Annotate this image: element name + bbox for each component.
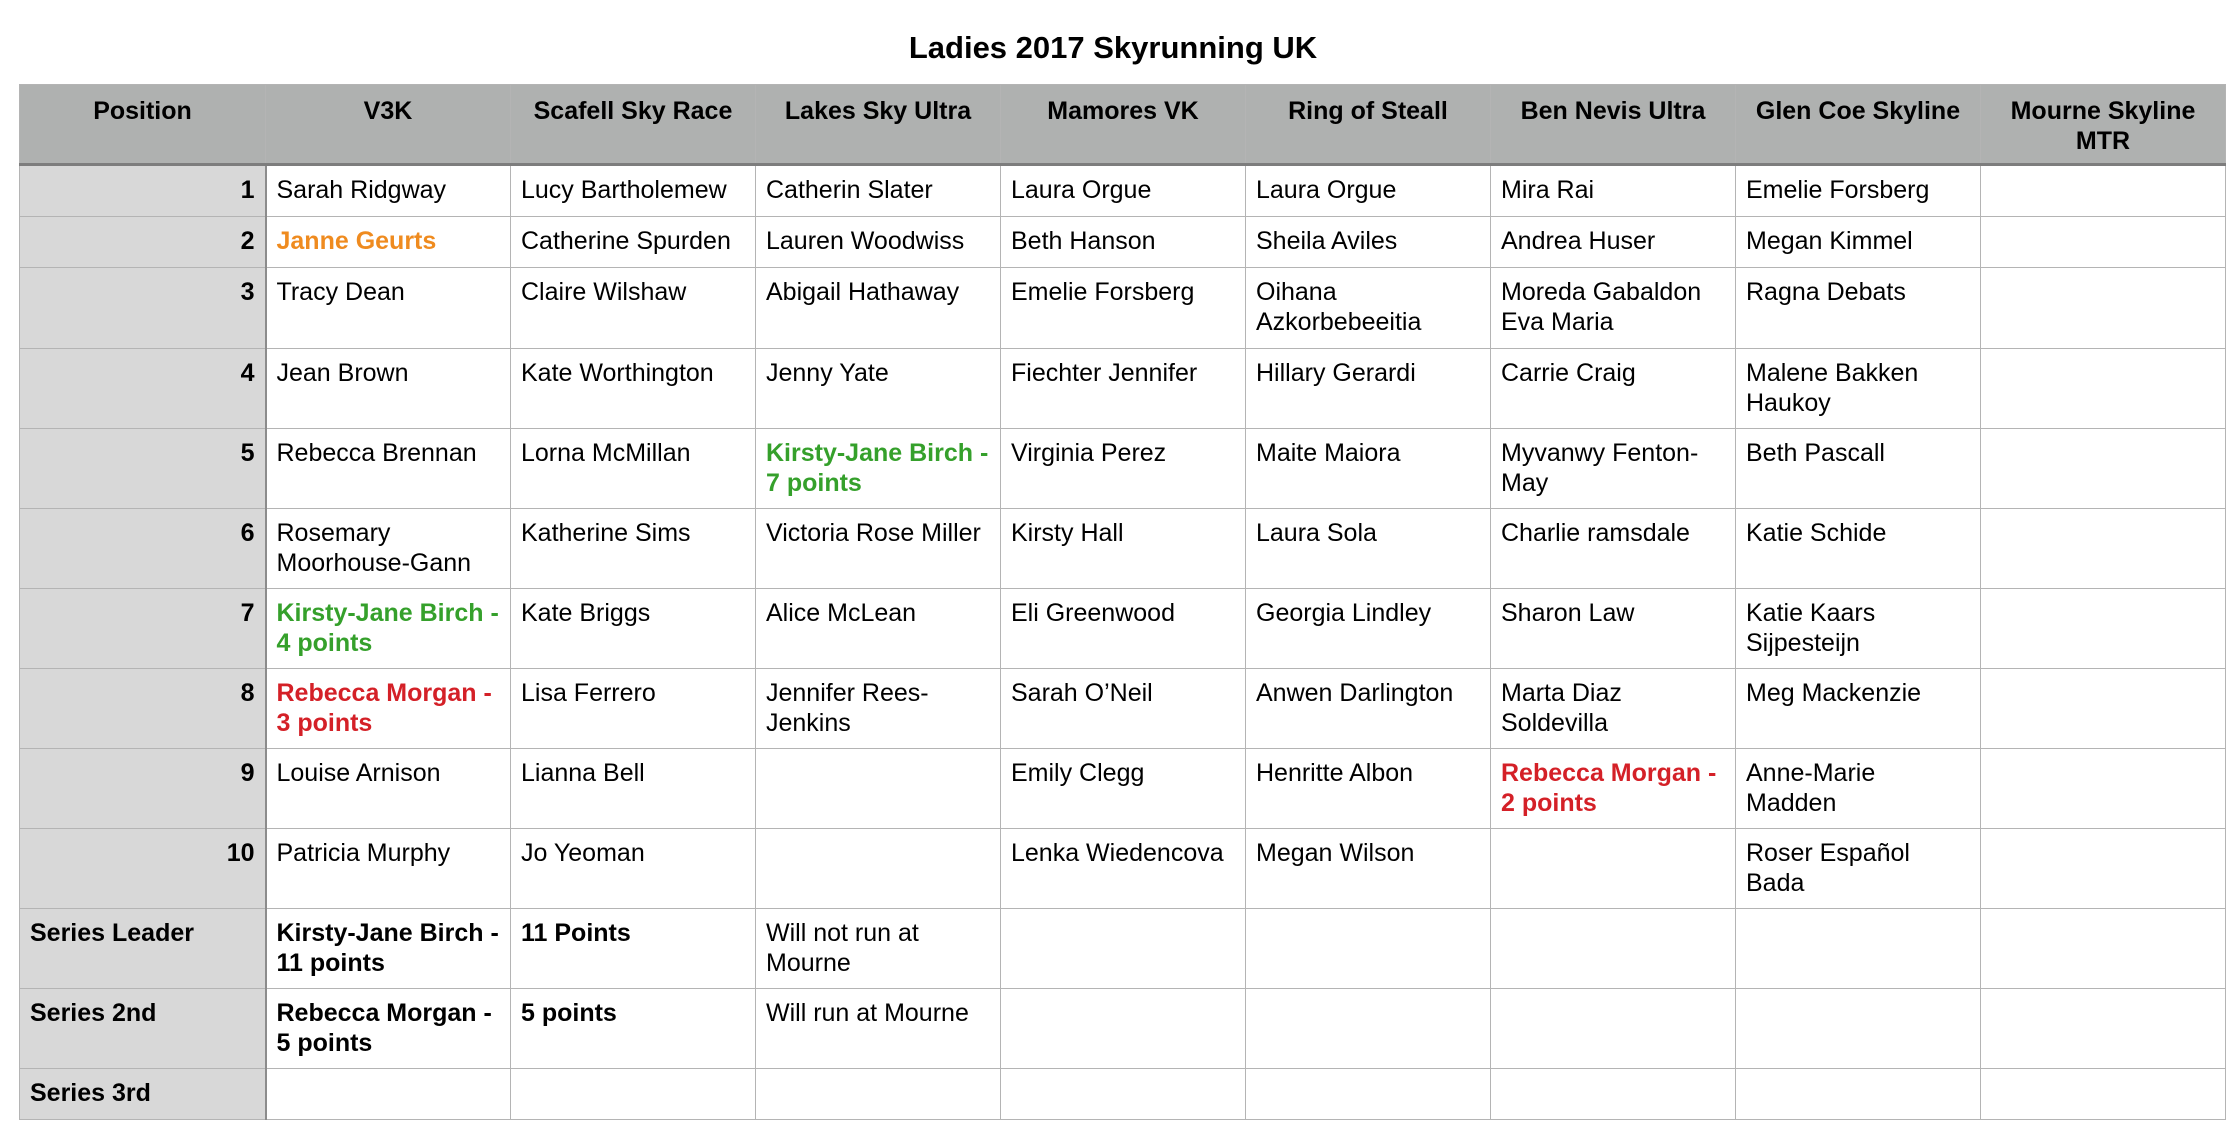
table-cell: Eli Greenwood: [1001, 589, 1246, 669]
table-cell: Kirsty-Jane Birch - 7 points: [756, 429, 1001, 509]
table-cell: Jennifer Rees-Jenkins: [756, 669, 1001, 749]
table-cell: [1981, 509, 2226, 589]
table-cell: Beth Hanson: [1001, 217, 1246, 268]
table-row: [20, 429, 2226, 509]
table-cell: Claire Wilshaw: [511, 268, 756, 349]
table-cell: Tracy Dean: [266, 268, 511, 349]
table-cell: Beth Pascall: [1736, 429, 1981, 509]
table-cell: Anwen Darlington: [1246, 669, 1491, 749]
table-cell: [1491, 909, 1736, 989]
position-cell: 1: [20, 165, 266, 217]
table-row: [20, 829, 2226, 909]
table-cell: [1981, 268, 2226, 349]
position-cell: 2: [20, 217, 266, 268]
table-cell: Virginia Perez: [1001, 429, 1246, 509]
table-cell: [1736, 909, 1981, 989]
table-cell: [1981, 829, 2226, 909]
table-cell: Alice McLean: [756, 589, 1001, 669]
table-cell: Kate Briggs: [511, 589, 756, 669]
column-header-glen-coe-skyline: Glen Coe Skyline: [1736, 85, 1981, 165]
table-row: [20, 217, 2226, 268]
table-cell: Lucy Bartholemew: [511, 165, 756, 217]
table-cell: [756, 829, 1001, 909]
table-row: [20, 509, 2226, 589]
table-cell: Anne-Marie Madden: [1736, 749, 1981, 829]
position-cell: 8: [20, 669, 266, 749]
table-cell: Ragna Debats: [1736, 268, 1981, 349]
table-cell: Andrea Huser: [1491, 217, 1736, 268]
column-header-position: Position: [20, 85, 266, 165]
position-cell: 5: [20, 429, 266, 509]
table-cell: [1246, 989, 1491, 1069]
table-cell: Lorna McMillan: [511, 429, 756, 509]
table-cell: Katie Schide: [1736, 509, 1981, 589]
results-table: [19, 84, 2226, 1120]
table-row: [20, 909, 2226, 989]
table-row: [20, 749, 2226, 829]
table-cell: Emily Clegg: [1001, 749, 1246, 829]
table-cell: Rebecca Morgan - 3 points: [266, 669, 511, 749]
table-cell: Lenka Wiedencova: [1001, 829, 1246, 909]
table-cell: Will not run at Mourne: [756, 909, 1001, 989]
table-cell: Sharon Law: [1491, 589, 1736, 669]
table-cell: Megan Kimmel: [1736, 217, 1981, 268]
table-cell: [1491, 829, 1736, 909]
table-cell: [1981, 989, 2226, 1069]
column-header-ring-of-steall: Ring of Steall: [1246, 85, 1491, 165]
table-cell: [1001, 1069, 1246, 1120]
column-header-v3k: V3K: [266, 85, 511, 165]
table-cell: Sarah Ridgway: [266, 165, 511, 217]
position-cell: 3: [20, 268, 266, 349]
table-cell: Will run at Mourne: [756, 989, 1001, 1069]
table-cell: [1491, 1069, 1736, 1120]
table-cell: [1981, 669, 2226, 749]
position-cell: Series 3rd: [20, 1069, 266, 1120]
table-cell: Emelie Forsberg: [1001, 268, 1246, 349]
table-cell: Sheila Aviles: [1246, 217, 1491, 268]
table-cell: Rebecca Morgan - 2 points: [1491, 749, 1736, 829]
table-cell: Rebecca Morgan - 5 points: [266, 989, 511, 1069]
table-cell: [511, 1069, 756, 1120]
table-cell: Louise Arnison: [266, 749, 511, 829]
table-cell: Kirsty-Jane Birch - 11 points: [266, 909, 511, 989]
table-cell: Rebecca Brennan: [266, 429, 511, 509]
table-cell: Charlie ramsdale: [1491, 509, 1736, 589]
table-row: [20, 349, 2226, 429]
column-header-lakes-sky-ultra: Lakes Sky Ultra: [756, 85, 1001, 165]
table-cell: Maite Maiora: [1246, 429, 1491, 509]
position-cell: Series 2nd: [20, 989, 266, 1069]
table-cell: Victoria Rose Miller: [756, 509, 1001, 589]
table-cell: Oihana Azkorbebeeitia: [1246, 268, 1491, 349]
position-cell: 6: [20, 509, 266, 589]
table-cell: Marta Diaz Soldevilla: [1491, 669, 1736, 749]
table-cell: Hillary Gerardi: [1246, 349, 1491, 429]
table-cell: Rosemary Moorhouse-Gann: [266, 509, 511, 589]
table-cell: [1981, 349, 2226, 429]
table-cell: Lisa Ferrero: [511, 669, 756, 749]
table-cell: Fiechter Jennifer: [1001, 349, 1246, 429]
table-cell: Roser Español Bada: [1736, 829, 1981, 909]
table-cell: 5 points: [511, 989, 756, 1069]
table-cell: Myvanwy Fenton-May: [1491, 429, 1736, 509]
table-cell: [1981, 1069, 2226, 1120]
table-cell: Georgia Lindley: [1246, 589, 1491, 669]
table-cell: Emelie Forsberg: [1736, 165, 1981, 217]
table-row: [20, 669, 2226, 749]
table-cell: Catherin Slater: [756, 165, 1001, 217]
table-cell: [1736, 1069, 1981, 1120]
table-cell: [1981, 165, 2226, 217]
table-cell: [1981, 909, 2226, 989]
table-cell: Moreda Gabaldon Eva Maria: [1491, 268, 1736, 349]
table-cell: Laura Orgue: [1001, 165, 1246, 217]
table-cell: Abigail Hathaway: [756, 268, 1001, 349]
table-cell: [1001, 909, 1246, 989]
table-cell: Lianna Bell: [511, 749, 756, 829]
table-cell: [1246, 1069, 1491, 1120]
table-cell: [1001, 989, 1246, 1069]
table-cell: Kirsty-Jane Birch - 4 points: [266, 589, 511, 669]
table-cell: Meg Mackenzie: [1736, 669, 1981, 749]
table-cell: Patricia Murphy: [266, 829, 511, 909]
column-header-mamores-vk: Mamores VK: [1001, 85, 1246, 165]
table-cell: Jenny Yate: [756, 349, 1001, 429]
position-cell: 10: [20, 829, 266, 909]
table-cell: Laura Sola: [1246, 509, 1491, 589]
sheet-title: Ladies 2017 Skyrunning UK: [908, 30, 1318, 65]
table-cell: Laura Orgue: [1246, 165, 1491, 217]
table-cell: [1981, 217, 2226, 268]
table-row: [20, 1069, 2226, 1120]
table-cell: Kate Worthington: [511, 349, 756, 429]
table-cell: Sarah O’Neil: [1001, 669, 1246, 749]
table-cell: Henritte Albon: [1246, 749, 1491, 829]
table-cell: [1246, 909, 1491, 989]
table-cell: [266, 1069, 511, 1120]
position-cell: 4: [20, 349, 266, 429]
table-cell: Janne Geurts: [266, 217, 511, 268]
position-cell: Series Leader: [20, 909, 266, 989]
table-cell: Kirsty Hall: [1001, 509, 1246, 589]
table-cell: Jo Yeoman: [511, 829, 756, 909]
table-cell: Lauren Woodwiss: [756, 217, 1001, 268]
table-cell: [1981, 429, 2226, 509]
table-row: [20, 589, 2226, 669]
position-cell: 9: [20, 749, 266, 829]
column-header-scafell-sky-race: Scafell Sky Race: [511, 85, 756, 165]
table-cell: [756, 1069, 1001, 1120]
table-cell: 11 Points: [511, 909, 756, 989]
table-cell: Megan Wilson: [1246, 829, 1491, 909]
table-cell: Katherine Sims: [511, 509, 756, 589]
table-cell: Catherine Spurden: [511, 217, 756, 268]
position-cell: 7: [20, 589, 266, 669]
header-row: [20, 85, 2226, 165]
table-cell: Katie Kaars Sijpesteijn: [1736, 589, 1981, 669]
table-cell: Malene Bakken Haukoy: [1736, 349, 1981, 429]
table-row: [20, 268, 2226, 349]
table-cell: [1491, 989, 1736, 1069]
column-header-mourne-skyline-mtr: Mourne Skyline MTR: [1981, 85, 2226, 165]
table-cell: Jean Brown: [266, 349, 511, 429]
table-row: [20, 989, 2226, 1069]
table-cell: [1981, 749, 2226, 829]
table-cell: [1736, 989, 1981, 1069]
table-row: [20, 165, 2226, 217]
table-cell: Mira Rai: [1491, 165, 1736, 217]
column-header-ben-nevis-ultra: Ben Nevis Ultra: [1491, 85, 1736, 165]
table-cell: [1981, 589, 2226, 669]
table-cell: [756, 749, 1001, 829]
table-cell: Carrie Craig: [1491, 349, 1736, 429]
